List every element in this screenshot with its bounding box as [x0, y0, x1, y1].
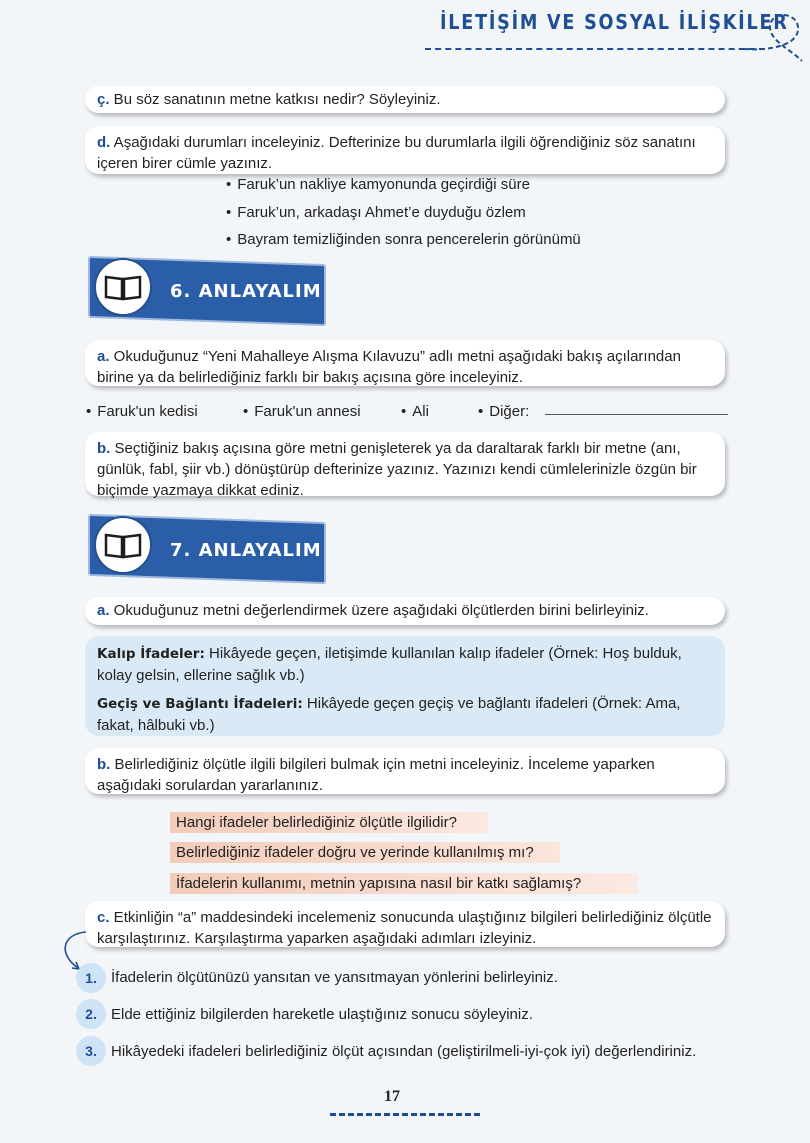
step-text: Elde ettiğiniz bilgilerden hareketle ulaştığınız sonucu söyleyiniz.: [111, 1006, 533, 1023]
guide-question: Hangi ifadeler belirlediğiniz ölçütle ilgilidir?: [170, 812, 488, 833]
question-6b: [85, 432, 725, 499]
answer-line: [545, 414, 728, 415]
list-item: • Faruk’un, arkadaşı Ahmet’e duyduğu özlem: [226, 204, 526, 221]
list-item: • Faruk’un nakliye kamyonunda geçirdiği süre: [226, 176, 530, 193]
page-header-title: İLETİŞİM VE SOSYAL İLİŞKİLER: [440, 10, 789, 34]
question-7a: [85, 597, 725, 625]
option-item: • Faruk'un kedisi: [86, 403, 198, 420]
question-label: ç.: [97, 91, 110, 108]
option-item: • Faruk'un annesi: [243, 403, 361, 420]
section-7-title: 7. ANLAYALIM: [170, 540, 322, 561]
criterion-name: Geçiş ve Bağlantı İfadeleri:: [97, 696, 303, 712]
question-text: Okuduğunuz “Yeni Mahalleye Alışma Kılavuzu” adlı metni aşağıdaki bakış açılarından birine ya da belirlediğiniz farklı bir bakış açısına göre inceleyiniz.: [97, 348, 681, 386]
question-d: [85, 126, 725, 174]
header-swirl-decoration: [740, 5, 806, 67]
question-6a: [85, 340, 725, 386]
question-label: a.: [97, 348, 110, 365]
page-number: 17: [384, 1088, 400, 1105]
question-text: Etkinliğin “a” maddesindeki incelemeniz sonucunda ulaştığınız bilgileri belirlediğiniz ölçütle karşılaştırınız. Karşılaştırma yaparken aşağıdaki adımları izleyiniz.: [97, 909, 712, 947]
header-divider: [425, 48, 765, 50]
criterion-text: Hikâyede geçen geçiş ve bağlantı ifadeleri (Örnek: Ama, fakat, hâlbuki vb.): [97, 695, 681, 734]
guide-question: Belirlediğiniz ifadeler doğru ve yerinde kullanılmış mı?: [170, 842, 560, 863]
criterion-item: [97, 643, 713, 686]
criterion-name: Kalıp İfadeler:: [97, 646, 205, 662]
question-label: b.: [97, 440, 111, 457]
footer-divider: [330, 1113, 480, 1116]
step-text: İfadelerin ölçütünüzü yansıtan ve yansıtmayan yönlerini belirleyiniz.: [111, 969, 558, 986]
question-text: Okuduğunuz metni değerlendirmek üzere aşağıdaki ölçütlerden birini belirleyiniz.: [109, 602, 649, 619]
criteria-box: [85, 636, 725, 736]
question-text: Bu söz sanatının metne katkısı nedir? Söyleyiniz.: [109, 91, 441, 108]
step-number: 3.: [76, 1036, 106, 1066]
section-6-title: 6. ANLAYALIM: [170, 281, 322, 302]
question-text: Aşağıdaki durumları inceleyiniz. Defterinize bu durumlarla ilgili öğrendiğiniz söz sanatını içeren birer cümle yazınız.: [97, 134, 696, 172]
criterion-item: [97, 693, 713, 736]
question-text: Belirlediğiniz ölçütle ilgili bilgileri bulmak için metni inceleyiniz. İnceleme yaparken aşağıdaki sorulardan yararlanınız.: [97, 756, 655, 794]
question-label: c.: [97, 909, 110, 926]
guide-question: İfadelerin kullanımı, metnin yapısına nasıl bir katkı sağlamış?: [170, 873, 638, 894]
criterion-text: Hikâyede geçen, iletişimde kullanılan kalıp ifadeler (Örnek: Hoş bulduk, kolay gelsin, ellerine sağlık vb.): [97, 645, 682, 684]
book-icon: [94, 516, 152, 574]
list-item: • Bayram temizliğinden sonra pencerelerin görünümü: [226, 231, 581, 248]
question-label: d.: [97, 134, 111, 151]
option-item: • Diğer:: [478, 403, 529, 420]
option-item: • Ali: [401, 403, 429, 420]
step-number: 1.: [76, 963, 106, 993]
question-c-cedilla: [85, 86, 725, 113]
step-text: Hikâyedeki ifadeleri belirlediğiniz ölçüt açısından (geliştirilmeli-iyi-çok iyi) değerlendiriniz.: [111, 1043, 697, 1060]
question-label: a.: [97, 602, 110, 619]
book-icon: [94, 258, 152, 316]
question-7c: [85, 901, 725, 947]
question-label: b.: [97, 756, 111, 773]
question-7b: [85, 748, 725, 794]
step-number: 2.: [76, 999, 106, 1029]
question-text: Seçtiğiniz bakış açısına göre metni genişleterek ya da daraltarak farklı bir metne (anı, günlük, fabl, şiir vb.) dönüştürüp defterinize yazınız. Yazınızı kendi cümlelerinizle özgün bir biçimde yazmaya dikkat ediniz.: [97, 440, 697, 499]
